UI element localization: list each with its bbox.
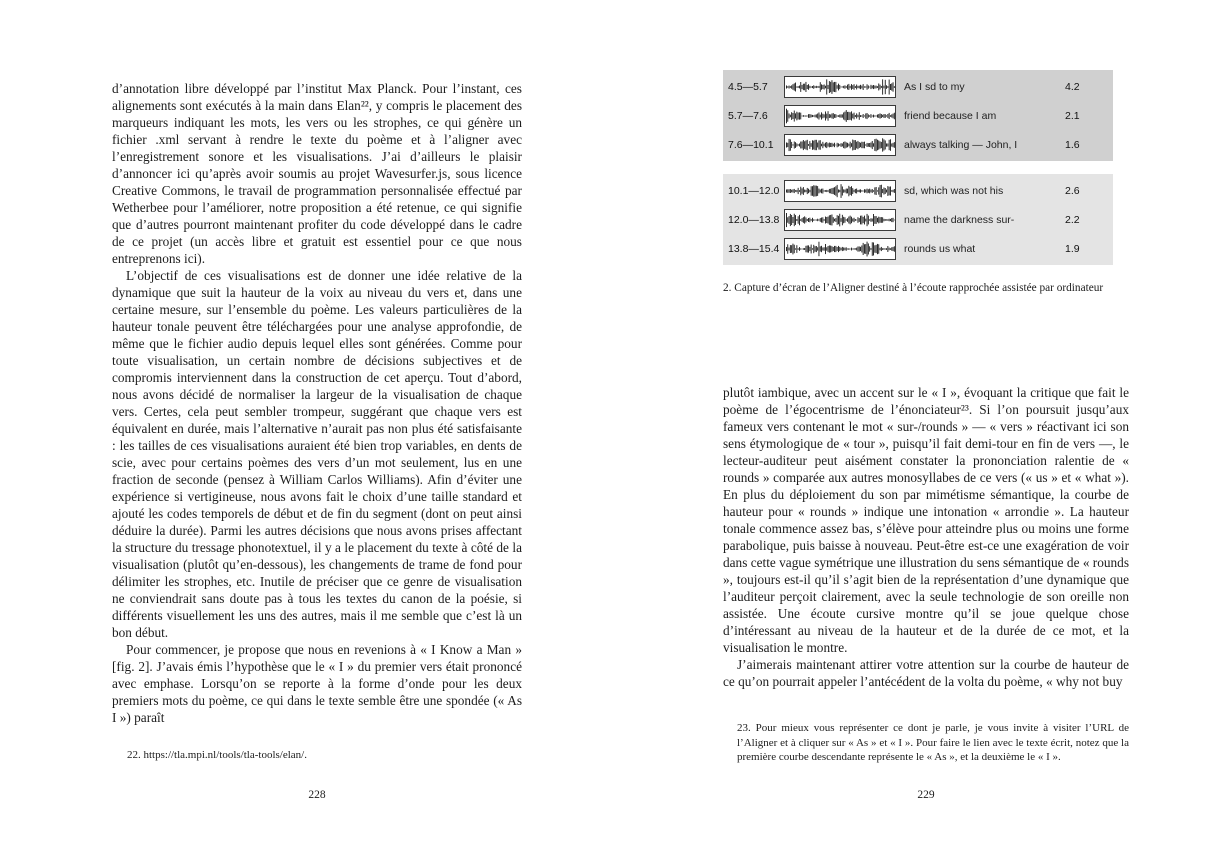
paragraph: plutôt iambique, avec un accent sur le « I », évoquant la critique que fait le poème de l’égocentrisme de l’énonciateur²³. Si l’on poursuit jusqu’aux fameux vers contenant le mot « sur-/rounds » — « vers » réactivant ici son sens étymologique de « tour », puisqu’il fait demi-tour en fin de vers —, le lecteur-auditeur peut aisément constater la prononciation ralentie de « rounds » comparée aux autres monosyllabes de ce vers (« us » et « what »). En plus du déploiement du son par mimétisme sémantique, la courbe de hauteur pour « rounds » indique une intonation « arrondie ». La hauteur tonale commence assez bas, s’élève pour atteindre plus ou moins une forme parabolique, puis baisse à nouveau. Peut-être est-ce une exagération de voir dans cette vague symétrique une illustration du sens sémantique de « rounds », toujours est-il qu’il s’agit bien de la représentation d’une dynamique que l’auditeur perçoit clairement, avec la seule technologie de son oreille non assistée. Une écoute cursive montre qu’il se joue quelque chose d’intéressant au niveau de la hauteur et de la durée de ce mot, et la visualisation le montre. [723,385,1129,655]
timecode-label: 13.8—15.4 [728,242,780,255]
timecode-label: 4.5—5.7 [728,80,768,93]
pitch-value: 1.9 [1065,242,1080,255]
page-number-228: 228 [308,789,326,801]
aligner-figure [723,70,1113,265]
verse-text: name the darkness sur- [904,213,1015,226]
right-page-text-column [723,384,1129,690]
figure-row [723,176,1113,205]
figure-row [723,101,1113,130]
waveform-icon [784,180,896,202]
figure-row [723,234,1113,263]
waveform-icon [784,209,896,231]
figure-caption: 2. Capture d’écran de l’Aligner destiné à l’écoute rapprochée assistée par ordinateur [723,282,1104,294]
paragraph: d’annotation libre développé par l’institut Max Planck. Pour l’instant, ces alignements sont exécutés à la main dans Elan²², y compris le placement des marqueurs indiquant les mots, les vers ou les strophes, ce qui génère un fichier .xml servant à rendre le texte du poème et à l’aligner avec l’enregistrement sonore et les visualisations. J’ai d’ailleurs le plaisir d’annoncer ici qu’après avoir soumis au projet Wavesurfer.js, sous licence Creative Commons, le travail de programmation personnalisée effectué par Wetherbee pour l’améliorer, notre proposition a été retenue, ce qui signifie que d’autres pourront maintenant profiter du code développé dans le cadre de ce projet (un accès libre et gratuit est essentiel pour ce que nous entreprenons ici). [112,81,522,266]
waveform-icon [784,238,896,260]
figure-row [723,130,1113,159]
timecode-label: 12.0—13.8 [728,213,780,226]
verse-text: sd, which was not his [904,184,1004,197]
waveform-icon [784,134,896,156]
figure-row [723,205,1113,234]
verse-text: As I sd to my [904,80,965,93]
verse-text: always talking — John, I [904,138,1018,151]
page-number-229: 229 [917,789,935,801]
waveform-icon [784,105,896,127]
waveform-icon [784,76,896,98]
figure-stanza-1 [723,70,1113,161]
figure-stanza-2 [723,174,1113,265]
timecode-label: 5.7—7.6 [728,109,768,122]
timecode-label: 10.1—12.0 [728,184,780,197]
paragraph: J’aimerais maintenant attirer votre attention sur la courbe de hauteur de ce qu’on pourrait appeler l’antécédent de la volta du poème, « why not buy [723,657,1129,689]
pitch-value: 2.1 [1065,109,1080,122]
paragraph: Pour commencer, je propose que nous en revenions à « I Know a Man » [fig. 2]. J’avais émis l’hypothèse que le « I » du premier vers était prononcé avec emphase. Lorsqu’on se reporte à la forme d’onde pour les deux premiers mots du poème, ce qui dans le texte semble être une spondée (« As I ») paraît [112,642,522,725]
pitch-value: 1.6 [1065,138,1080,151]
figure-row [723,72,1113,101]
footnote-22: 22. https://tla.mpi.nl/tools/tla-tools/elan/. [127,749,307,761]
pitch-value: 4.2 [1065,80,1080,93]
left-page-text-column [112,80,522,726]
pitch-value: 2.2 [1065,213,1080,226]
pitch-value: 2.6 [1065,184,1080,197]
verse-text: friend because I am [904,109,997,122]
paragraph: L’objectif de ces visualisations est de donner une idée relative de la dynamique que suit la hauteur de la voix au niveau du vers et, dans une certaine mesure, sur l’ensemble du poème. Les valeurs particulières de la hauteur tonale peuvent être téléchargées pour une analyse approfondie, de même que le fichier audio depuis lequel elles sont générées. Comme pour toute visualisation, un certain nombre de décisions subjectives et de compromis interviennent dans la construction de cet aperçu. Tout d’abord, nous avons décidé de normaliser la largeur de la visualisation de chaque vers. Certes, cela peut sembler trompeur, suggérant que chaque vers est équivalent en durée, mais l’alternative n’aurait pas non plus été satisfaisante : les tailles de ces visualisations auraient été bien trop variables, en dents de scie, avec pour certains poèmes des vers d’un mot seulement, lus en une fraction de seconde (pensez à William Carlos Williams). Afin d’éviter une expérience si vertigineuse, nous avons fait le choix d’une taille standard et ajouté les codes temporels de début et de fin du segment (dont on peut ainsi déduire la durée). Parmi les autres décisions que nous avons prises affectant la structure du tressage phonotextuel, il y a le placement du texte à côté de la visualisation (plutôt qu’en-dessous), les changements de trame de fond pour délimiter les strophes, etc. Inutile de préciser que ce genre de visualisation ne conviendrait sans doute pas à tous les textes du canon de la poésie, si différents visuellement les uns des autres, mais il me semble que c’est là un bon début. [112,268,522,640]
timecode-label: 7.6—10.1 [728,138,774,151]
verse-text: rounds us what [904,242,976,255]
footnote-23: 23. Pour mieux vous représenter ce dont je parle, je vous invite à visiter l’URL de l’Aligner et à cliquer sur « As » et « I ». Pour faire le lien avec le texte écrit, notez que la première courbe descendante représente le « As », et la deuxième le « I ». [737,722,1129,763]
